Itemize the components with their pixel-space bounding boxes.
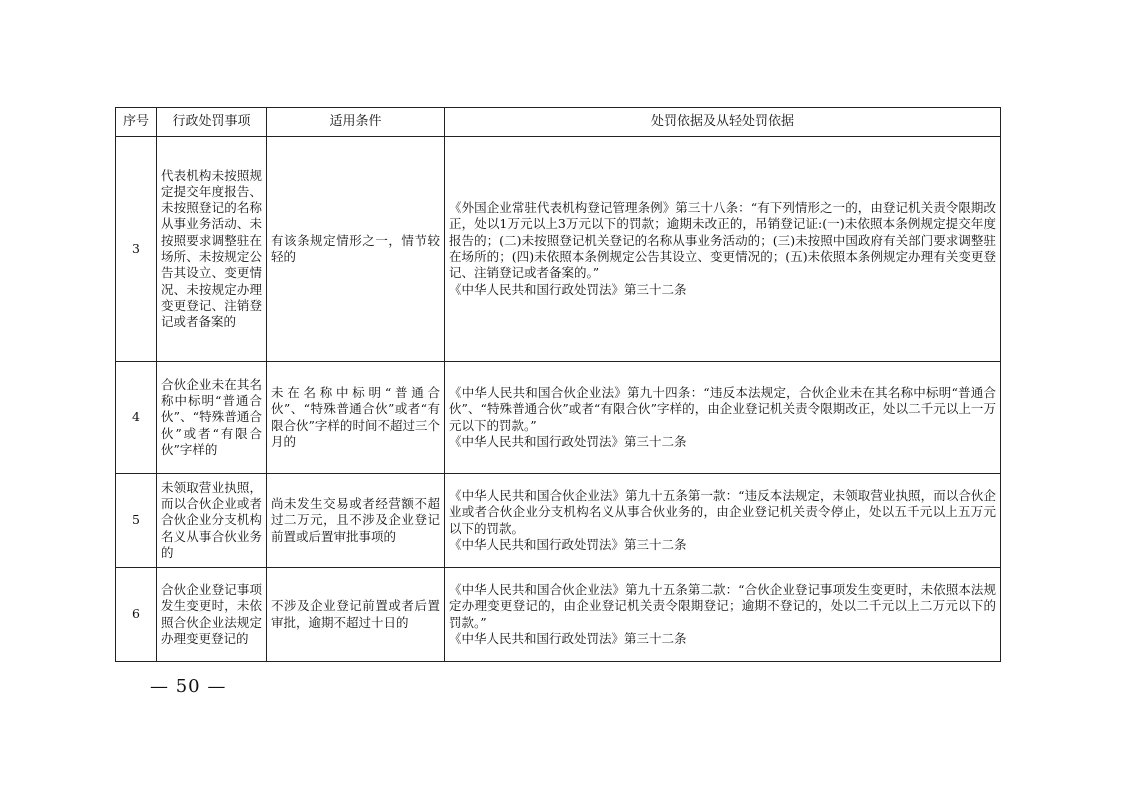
row-basis [445,568,1001,662]
row-number: 3 [116,137,157,362]
row-number: 6 [116,568,157,662]
header-penalty-matter: 行政处罚事项 [157,108,267,137]
table-header-row [116,108,1001,137]
table-row [116,568,1001,662]
row-penalty-matter: 合伙企业登记事项发生变更时，未依照合伙企业法规定办理变更登记的 [157,568,267,662]
row-condition: 未在名称中标明“普通合伙”、“特殊普通合伙”或者“有限合伙”字样的时间不超过三个月的 [267,362,445,474]
row-basis [445,474,1001,568]
basis-text: 《中华人民共和国合伙企业法》第九十五条第二款：“合伙企业登记事项发生变更时，未依照本法规定办理变更登记的，由企业登记机关责令限期登记；逾期不登记的，处以二千元以上二万元以下的罚款。” [449,581,996,630]
basis-text: 《中华人民共和国行政处罚法》第三十二条 [449,536,687,552]
basis-text: 《中华人民共和国行政处罚法》第三十二条 [449,630,687,646]
basis-text: 《中华人民共和国行政处罚法》第三十二条 [449,433,687,449]
page-number: — 50 — [150,676,227,697]
basis-text: 《中华人民共和国合伙企业法》第九十四条：“违反本法规定，合伙企业未在其名称中标明“普通合伙”、“特殊普通合伙”或者“有限合伙”字样的，由企业登记机关责令限期改正，处以二千元以上一万元以下的罚款。” [449,384,996,433]
row-penalty-matter: 合伙企业未在其名称中标明“普通合伙”、“特殊普通合伙”或者“有限合伙”字样的 [157,362,267,474]
table-row [116,474,1001,568]
header-serial-number: 序号 [116,108,157,137]
basis-text: 《中华人民共和国行政处罚法》第三十二条 [449,281,687,297]
row-basis [445,362,1001,474]
row-penalty-matter: 代表机构未按照规定提交年度报告、未按照登记的名称从事业务活动、未按照要求调整驻在场所、未按规定公告其设立、变更情况、未按规定办理变更登记、注销登记或者备案的 [157,137,267,362]
penalty-table [115,107,1001,662]
row-penalty-matter: 未领取营业执照，而以合伙企业或者合伙企业分支机构名义从事合伙业务的 [157,474,267,568]
header-applicable-condition: 适用条件 [267,108,445,137]
header-penalty-basis: 处罚依据及从轻处罚依据 [445,108,1001,137]
row-condition: 不涉及企业登记前置或者后置审批，逾期不超过十日的 [267,568,445,662]
basis-text: 《中华人民共和国合伙企业法》第九十五条第一款：“违反本法规定，未领取营业执照，而以合伙企业或者合伙企业分支机构名义从事合伙业务的，由企业登记机关责令停止，处以五千元以上五万元以下的罚款。 [449,487,996,536]
row-condition: 尚未发生交易或者经营额不超过二万元，且不涉及企业登记前置或后置审批事项的 [267,474,445,568]
row-basis [445,137,1001,362]
basis-text: 《外国企业常驻代表机构登记管理条例》第三十八条：“有下列情形之一的，由登记机关责令限期改正，处以1万元以上3万元以下的罚款；逾期未改正的，吊销登记证:(一)未依照本条例规定提交年度报告的；(二)未按照登记机关登记的名称从事业务活动的；(三)未按照中国政府有关部门要求调整驻在场所的；(四)未依照本条例规定公告其设立、变更情况的；(五)未依照本条例规定办理有关变更登记、注销登记或者备案的。” [449,200,996,281]
row-condition: 有该条规定情形之一，情节较轻的 [267,137,445,362]
row-number: 5 [116,474,157,568]
table-row [116,362,1001,474]
table-row [116,137,1001,362]
row-number: 4 [116,362,157,474]
